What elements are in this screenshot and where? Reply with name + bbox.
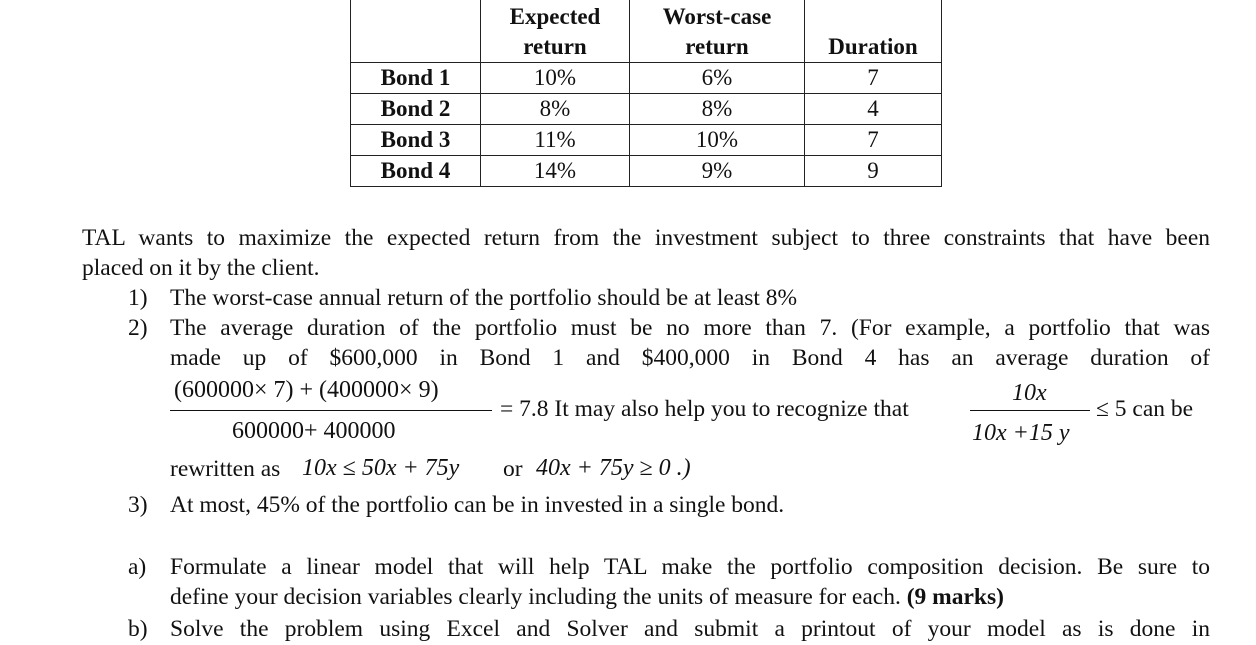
table-header-row: [351, 0, 942, 63]
fraction2-denominator: 10x +15 y: [972, 420, 1070, 446]
intro-line-1: TAL wants to maximize the expected return from the investment subject to three constraints that have been: [82, 225, 1210, 251]
constraint-2-line-1: The average duration of the portfolio must be no more than 7. (For example, a portfolio that was: [170, 315, 1210, 341]
constraint-3-text: At most, 45% of the portfolio can be in invested in a single bond.: [170, 492, 785, 518]
fraction2-numerator: 10x: [1012, 380, 1047, 406]
inequality-2: 40x + 75y ≥ 0 .): [536, 455, 691, 481]
fraction-numerator: (600000× 7) + (400000× 9): [174, 377, 439, 403]
question-a-line-2-text: define your decision variables clearly including the units of measure for each.: [170, 584, 901, 610]
question-a-marks: (9 marks): [906, 584, 1004, 610]
duration-cell: 7: [805, 63, 942, 94]
table-row: [351, 94, 942, 125]
header-duration-label: Duration: [828, 34, 918, 59]
header-blank: [351, 0, 481, 63]
equals-text: = 7.8 It may also help you to recognize that: [500, 396, 909, 422]
question-b-label: b): [128, 616, 148, 642]
constraint-3-number: 3): [128, 492, 148, 518]
intro-line-2: placed on it by the client.: [82, 255, 320, 281]
worst-case-cell: 10%: [630, 125, 805, 156]
constraint-2-line-2: made up of $600,000 in Bond 1 and $400,000 in Bond 4 has an average duration of: [170, 345, 1210, 371]
header-worst-case-return: [630, 0, 805, 63]
rewritten-label: rewritten as: [170, 456, 281, 482]
bond-name: Bond 1: [351, 63, 481, 94]
inequality-1: 10x ≤ 50x + 75y: [302, 455, 460, 481]
question-b-line-1: Solve the problem using Excel and Solver and submit a printout of your model as is done in: [170, 616, 1210, 642]
header-expected-return: [481, 0, 630, 63]
fraction2-bar: [970, 410, 1090, 411]
header-worst-line2: return: [685, 34, 749, 59]
expected-return-cell: 8%: [481, 94, 630, 125]
duration-cell: 9: [805, 156, 942, 187]
or-text: or: [503, 456, 523, 482]
bond-name: Bond 2: [351, 94, 481, 125]
constraint-1-text: The worst-case annual return of the portfolio should be at least 8%: [170, 285, 798, 311]
expected-return-cell: 14%: [481, 156, 630, 187]
bond-table: [350, 0, 942, 187]
le5-text: ≤ 5 can be: [1096, 396, 1194, 422]
table-row: [351, 125, 942, 156]
constraint-2-number: 2): [128, 315, 148, 341]
fraction-bar: [170, 410, 492, 411]
header-expected-line1: Expected: [509, 4, 601, 29]
header-worst-line1: Worst-case: [662, 4, 772, 29]
question-a-label: a): [128, 554, 147, 580]
duration-cell: 7: [805, 125, 942, 156]
table-row: [351, 63, 942, 94]
question-a-line-2: [170, 582, 1004, 612]
worst-case-cell: 6%: [630, 63, 805, 94]
fraction-denominator: 600000+ 400000: [232, 418, 396, 444]
bond-name: Bond 3: [351, 125, 481, 156]
worst-case-cell: 8%: [630, 94, 805, 125]
constraint-1-number: 1): [128, 285, 148, 311]
table-row: [351, 156, 942, 187]
header-expected-line2: return: [523, 34, 587, 59]
expected-return-cell: 11%: [481, 125, 630, 156]
worst-case-cell: 9%: [630, 156, 805, 187]
bond-name: Bond 4: [351, 156, 481, 187]
header-duration: [805, 0, 942, 63]
question-a-line-1: Formulate a linear model that will help TAL make the portfolio composition decision. Be sure to: [170, 554, 1210, 580]
duration-cell: 4: [805, 94, 942, 125]
expected-return-cell: 10%: [481, 63, 630, 94]
